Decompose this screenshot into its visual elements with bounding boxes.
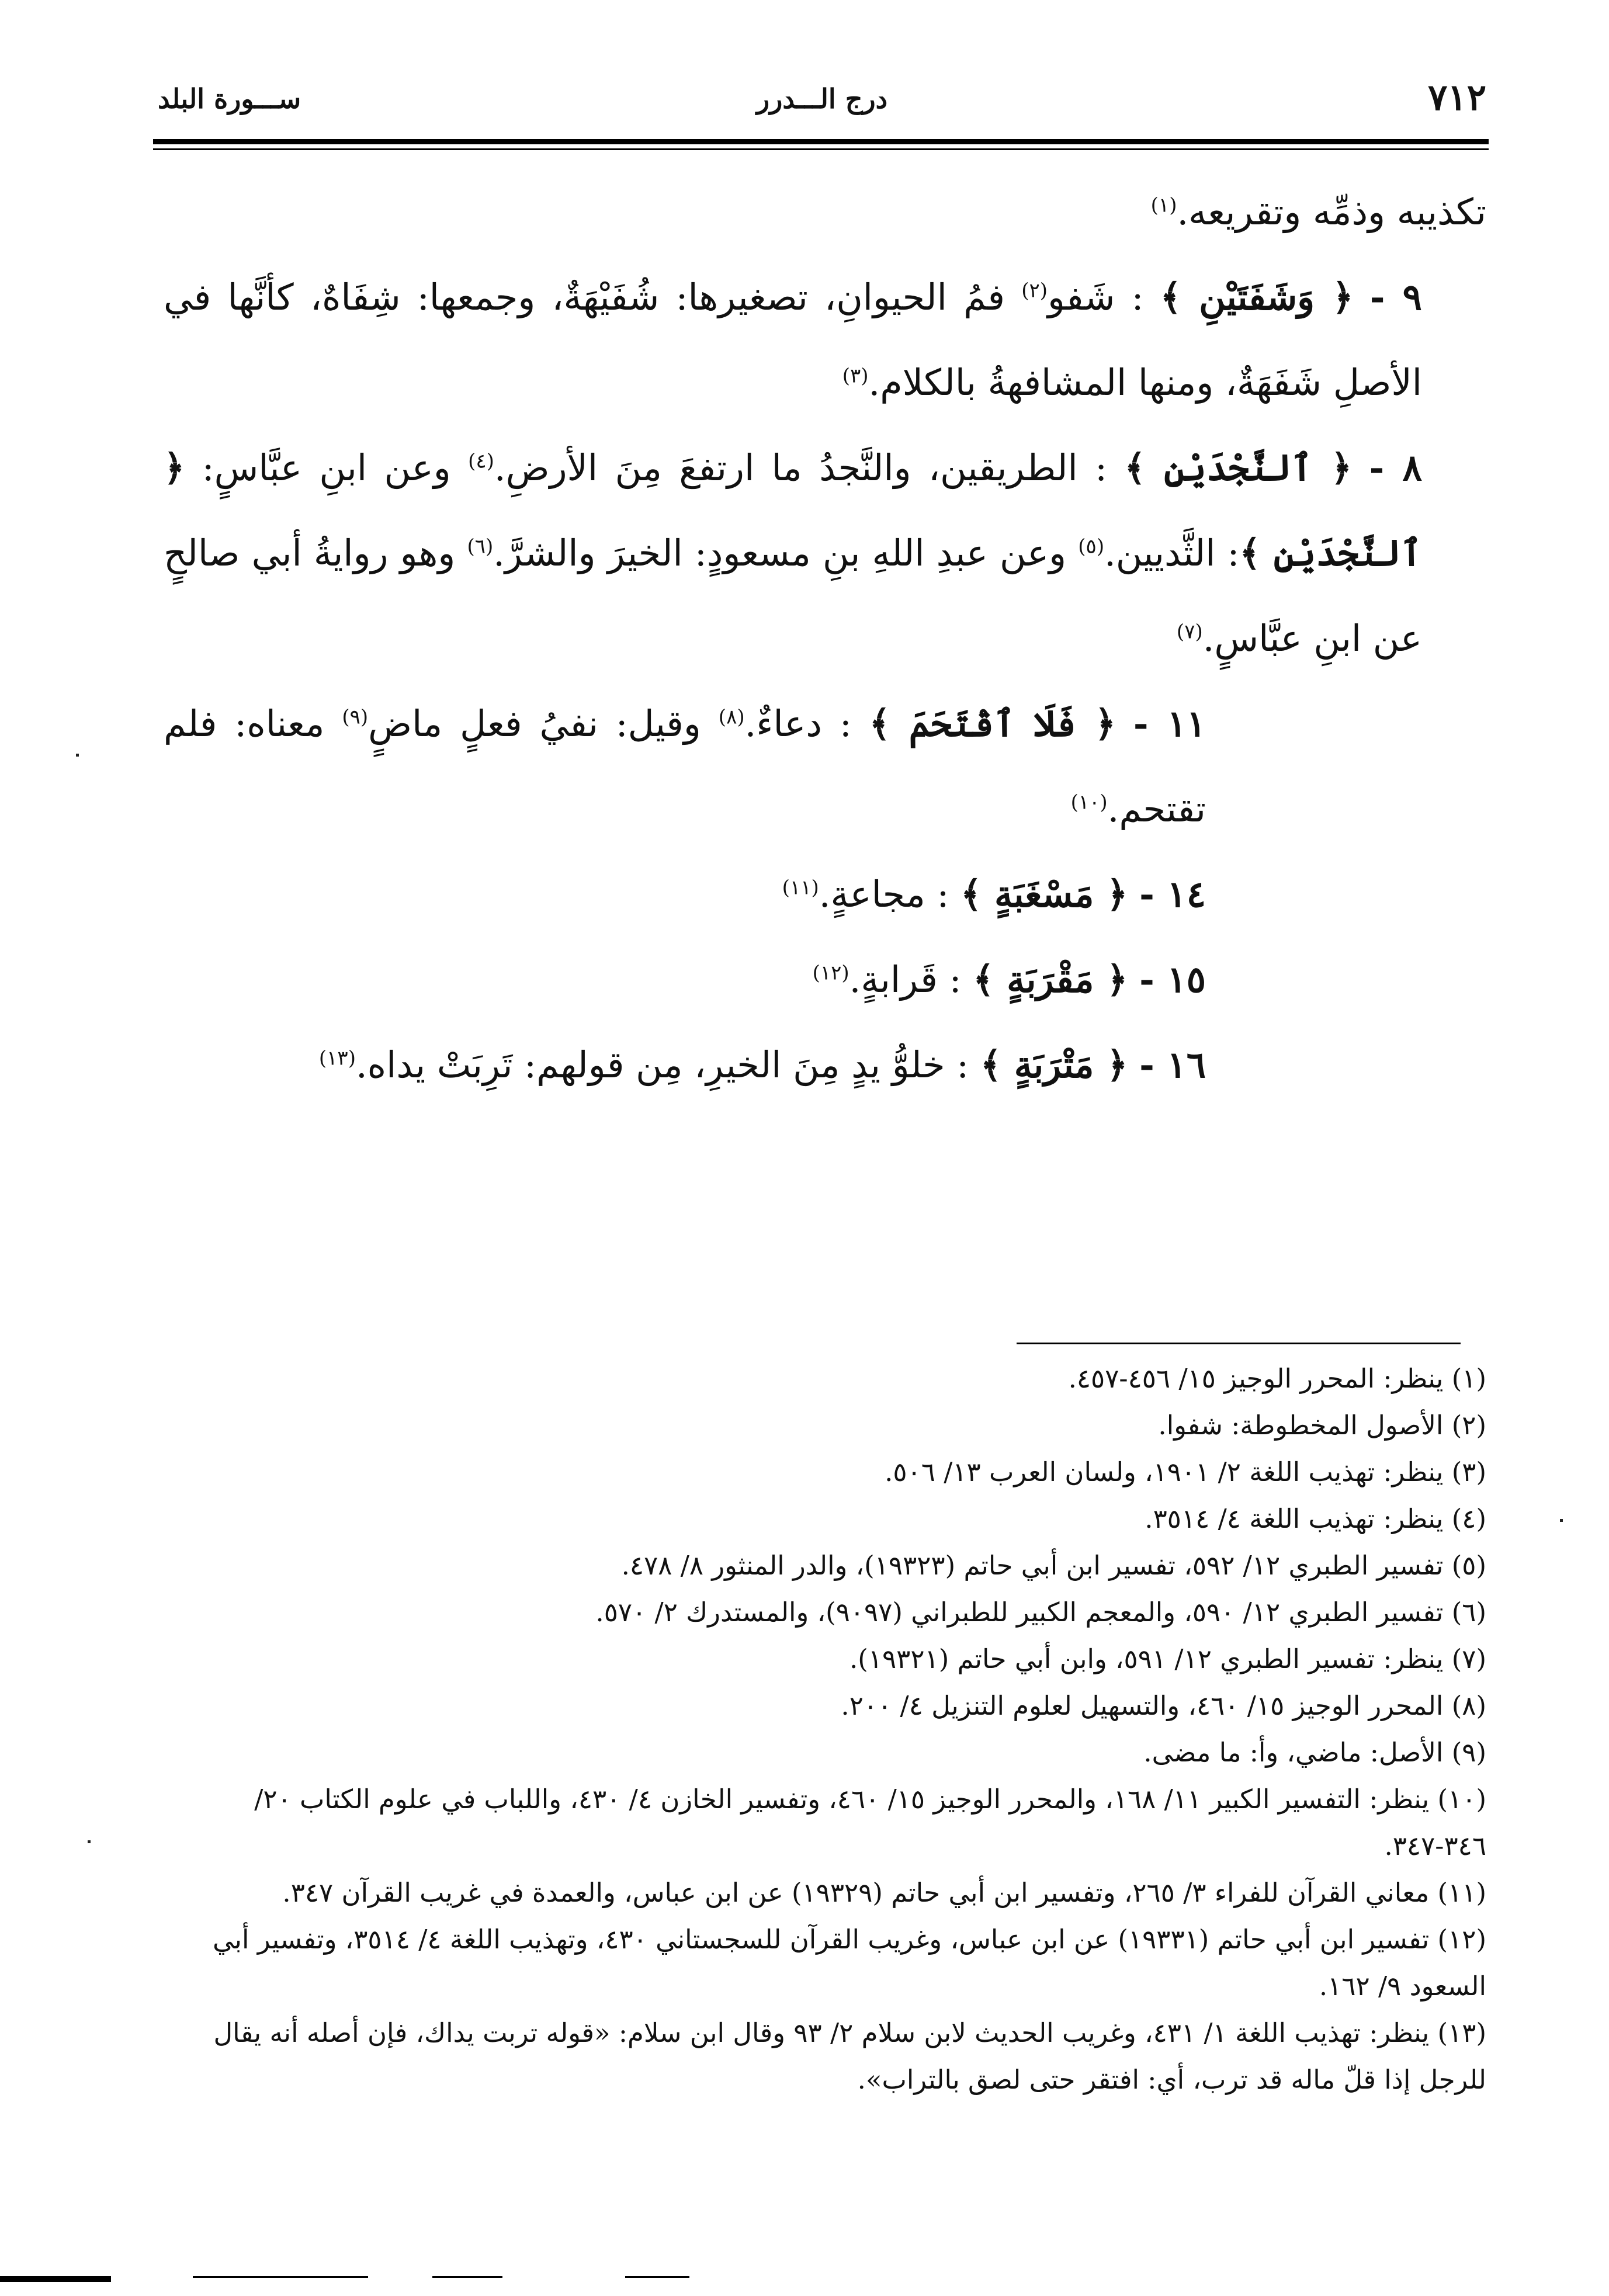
- scan-edge-mark: [625, 2276, 689, 2278]
- paragraph-verse-16: ١٦ - ﴿ مَتْرَبَةٍ ﴾ : خلوُّ يدٍ مِنَ الخيرِ، مِن قولهم: تَرِبَتْ يداه.$^{(١٣)}$: [318, 1043, 1206, 1086]
- footnote: (٣) ينظر: تهذيب اللغة ٢/ ١٩٠١، ولسان العرب ١٣/ ٥٠٦.: [885, 1456, 1486, 1487]
- footnote: (١٣) ينظر: تهذيب اللغة ١/ ٤٣١، وغريب الحديث لابن سلام ٢/ ٩٣ وقال ابن سلام: «قوله تربت يداك، فإن أصله أنه يقال للرجل إذا قلّ ماله قد ترب، أي: افتقر حتى لصق بالتراب».: [213, 2017, 1486, 2095]
- footnote: (٥) تفسير الطبري ١٢/ ٥٩٢، تفسير ابن أبي حاتم (١٩٣٢٣)، والدر المنثور ٨/ ٤٧٨.: [621, 1550, 1486, 1581]
- paragraph-verse-11: ١١ - ﴿ فَلَا ٱقْتَحَمَ ﴾ : دعاءٌ.$^{(٨)}$ وقيل: نفيُ فعلٍ ماضٍ$^{(٩)}$ معناه: فلم تقتحم.$^{(١٠)}$: [164, 702, 1206, 830]
- footnote: (١١) معاني القرآن للفراء ٣/ ٢٦٥، وتفسير ابن أبي حاتم (١٩٣٢٩) عن ابن عباس، والعمدة في غريب القرآن ٣٤٧.: [282, 1877, 1486, 1908]
- paragraph-verse-15: ١٥ - ﴿ مَقْرَبَةٍ ﴾ : قَرابةٍ.$^{(١٢)}$: [812, 958, 1206, 1001]
- footnote-ref: (٣): [842, 364, 869, 388]
- verse-word: ﴿ وَشَفَتَيْنِ ﴾: [1160, 276, 1354, 318]
- footnote: (٨) المحرر الوجيز ١٥/ ٤٦٠، والتسهيل لعلوم التنزيل ٤/ ٢٠٠.: [841, 1690, 1486, 1721]
- footnote-separator: [1017, 1343, 1461, 1344]
- footnote-ref: (١١): [782, 876, 819, 900]
- paragraph-verse-8: ٨ - ﴿ ٱلنَّجْدَيْنِ ﴾ : الطريقين، والنَّجدُ ما ارتفعَ مِنَ الأرضِ.$^{(٤)}$ وعن ابنِ عبَّاسٍ: ﴿ ٱلنَّجْدَيْنِ ﴾: الثَّديين.$^{(٥)}$ وعن عبدِ اللهِ بنِ مسعودٍ: الخيرَ والشرَّ.$^{(٦)}$ وهو روايةُ أبي صالحٍ عن ابنِ عبَّاسٍ.$^{(٧)}$: [164, 446, 1423, 660]
- paragraph-verse-9: ٩ - ﴿ وَشَفَتَيْنِ ﴾ : شَفو$^{(٢)}$ فمُ الحيوانِ، تصغيرها: شُفَيْهَةٌ، وجمعها: شِفَاهٌ، كأنَّها في الأصلِ شَفَهَةٌ، ومنها المشافهةُ بالكلام.$^{(٣)}$: [164, 276, 1422, 404]
- scan-speck: [1560, 1519, 1563, 1522]
- footnote: (١) ينظر: المحرر الوجيز ١٥/ ٤٥٦-٤٥٧.: [1068, 1363, 1486, 1394]
- footnote: (٧) ينظر: تفسير الطبري ١٢/ ٥٩١، وابن أبي حاتم (١٩٣٢١).: [849, 1643, 1486, 1674]
- verse-word: ﴿ مَسْغَبَةٍ ﴾: [960, 873, 1128, 915]
- footnote: (١٢) تفسير ابن أبي حاتم (١٩٣٣١) عن ابن عباس، وغريب القرآن للسجستاني ٤٣٠، وتهذيب اللغة ٤/ ٣٥١٤، وتفسير أبي السعود ٩/ ١٦٢.: [213, 1924, 1486, 2002]
- verse-word: ﴿ ٱلنَّجْدَيْنِ ﴾: [164, 446, 1423, 574]
- footnote-ref: (١٣): [318, 1046, 356, 1070]
- book-title: درج الـــدرر: [756, 83, 888, 115]
- sura-title: ســـورة البلد: [158, 83, 301, 115]
- footnote: (٦) تفسير الطبري ١٢/ ٥٩٠، والمعجم الكبير للطبراني (٩٠٩٧)، والمستدرك ٢/ ٥٧٠.: [595, 1597, 1486, 1628]
- paragraph-continuation: تكذيبه وذمِّه وتقريعه.$^{(١)}$: [1150, 190, 1486, 233]
- paragraph-verse-14: ١٤ - ﴿ مَسْغَبَةٍ ﴾ : مجاعةٍ.$^{(١١)}$: [782, 873, 1206, 915]
- footnote-ref: (٥): [1078, 535, 1105, 559]
- footnote: (٢) الأصول المخطوطة: شفوا.: [1158, 1410, 1486, 1441]
- scan-edge-mark: [193, 2276, 368, 2278]
- footnote: (١٠) ينظر: التفسير الكبير ١١/ ١٦٨، والمحرر الوجيز ١٥/ ٤٦٠، وتفسير الخازن ٤/ ٤٣٠، واللباب في علوم الكتاب ٢٠/ ٣٤٦-٣٤٧.: [254, 1784, 1486, 1861]
- footnote-ref: (١): [1150, 193, 1177, 217]
- footnote-ref: (٨): [718, 705, 745, 729]
- header-thick-rule: [153, 139, 1489, 144]
- footnotes: [169, 1355, 1486, 2103]
- footnote-ref: (٦): [467, 535, 494, 559]
- main-text: [164, 169, 1486, 1108]
- verse-word: ﴿ فَلَا ٱقْتَحَمَ ﴾: [869, 702, 1116, 745]
- verse-word: ﴿ مَتْرَبَةٍ ﴾: [980, 1043, 1128, 1086]
- verse-word: ﴿ مَقْرَبَةٍ ﴾: [973, 958, 1128, 1001]
- footnote-ref: (٧): [1176, 620, 1203, 644]
- footnote-ref: (٩): [342, 705, 369, 729]
- scan-edge-mark: [0, 2276, 111, 2282]
- footnote: (٤) ينظر: تهذيب اللغة ٤/ ٣٥١٤.: [1145, 1503, 1486, 1534]
- running-header: [158, 76, 1486, 134]
- scan-edge-mark: [432, 2276, 502, 2278]
- page-number: ٧١٢: [1428, 76, 1486, 119]
- header-thin-rule: [153, 148, 1489, 150]
- footnote-ref: (٢): [1021, 279, 1048, 303]
- footnote: (٩) الأصل: ماضي، وأ: ما مضى.: [1143, 1737, 1486, 1768]
- scan-speck: [88, 1840, 91, 1843]
- footnote-ref: (١٠): [1070, 790, 1108, 814]
- footnote-ref: (١٢): [812, 961, 849, 985]
- verse-word: ﴿ ٱلنَّجْدَيْنِ ﴾: [1124, 446, 1353, 489]
- scan-speck: [76, 754, 79, 757]
- footnote-ref: (٤): [468, 449, 494, 473]
